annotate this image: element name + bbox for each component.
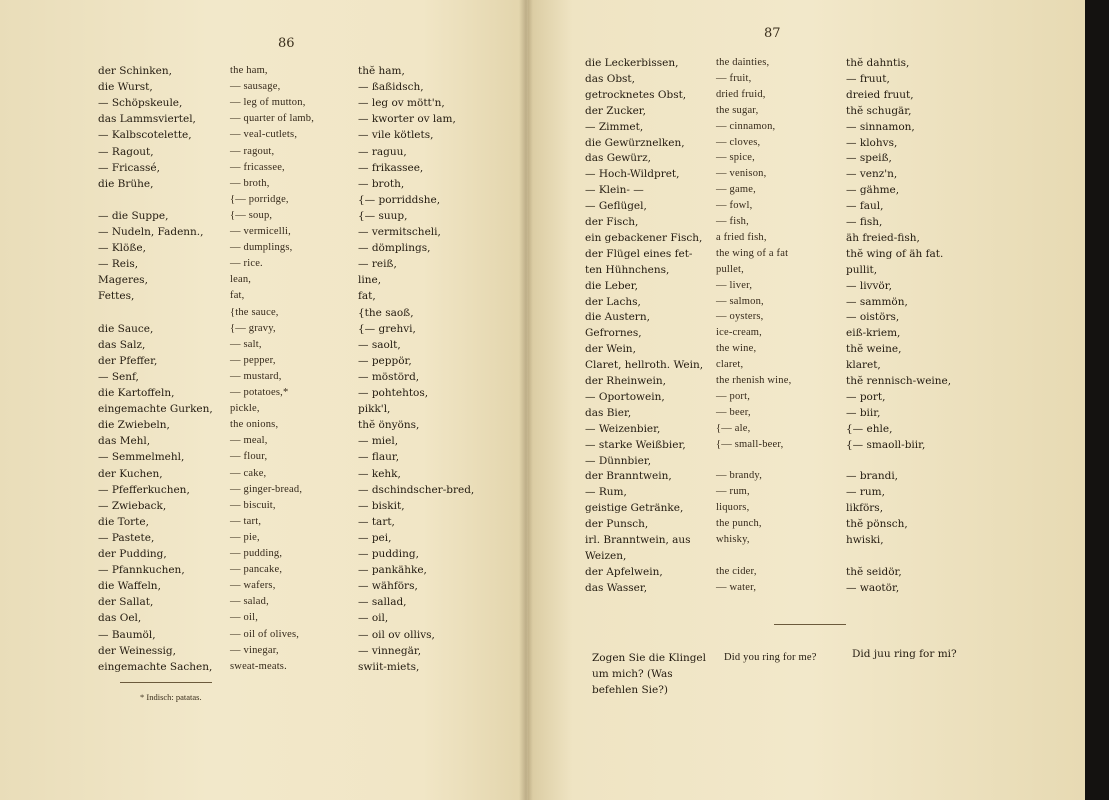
right-page-english-cell: — cloves,: [716, 136, 761, 148]
right-page-pronunciation-cell: {— smaoll-biir,: [846, 438, 926, 451]
right-page-german-cell: der Branntwein,: [585, 470, 672, 483]
right-page-english-cell: — water,: [716, 581, 757, 593]
left-page-german-cell: Fettes,: [98, 290, 135, 303]
left-page-pronunciation-cell: fat,: [358, 290, 376, 303]
left-page-pronunciation-cell: — saolt,: [358, 338, 401, 351]
left-page-german-cell: das Lammsviertel,: [98, 113, 196, 126]
left-page-german-cell: der Schinken,: [98, 65, 172, 77]
left-page-german-cell: die Wurst,: [98, 81, 153, 94]
right-page-german-cell: der Punsch,: [585, 518, 649, 531]
right-page-english-cell: — oysters,: [716, 311, 764, 323]
right-page-german-cell: der Apfelwein,: [585, 565, 663, 578]
right-page-english-cell: liquors,: [716, 502, 750, 514]
right-page-english-cell: — fruit,: [716, 72, 752, 84]
left-page-pronunciation-cell: — peppör,: [358, 354, 412, 367]
left-page-english-cell: — leg of mutton,: [230, 97, 306, 109]
left-page-german-cell: das Oel,: [98, 612, 142, 625]
right-page-pronunciation-cell: — oistörs,: [846, 311, 900, 324]
left-page-pronunciation-cell: pikk'l,: [358, 403, 391, 416]
right-page-german-cell: — Oportowein,: [585, 390, 665, 403]
left-page-pronunciation-cell: {the saoß,: [358, 306, 414, 319]
left-page-german-cell: die Torte,: [98, 515, 149, 528]
left-page-english-cell: — salt,: [230, 338, 262, 350]
left-page-pronunciation-cell: — kworter ov lam,: [358, 113, 456, 126]
left-page-english-cell: — tart,: [230, 515, 262, 527]
left-page-english-cell: — vinegar,: [230, 644, 279, 656]
right-page-pronunciation-cell: — gähme,: [846, 184, 900, 197]
right-page-german-cell: ein gebackener Fisch,: [585, 231, 703, 244]
left-page-pronunciation-cell: — möstörd,: [358, 370, 420, 383]
left-page-german-cell: — die Suppe,: [98, 209, 169, 222]
left-page-pronunciation-cell: — raguu,: [358, 145, 407, 158]
left-page-german-cell: der Pfeffer,: [98, 354, 158, 367]
left-page-english-cell: — ragout,: [230, 145, 275, 157]
left-page-pronunciation-cell: {— porriddshe,: [358, 193, 441, 206]
left-page-pronunciation-cell: — broth,: [358, 177, 405, 190]
left-page-german-cell: — Nudeln, Fadenn.,: [98, 226, 204, 238]
left-page-pronunciation-cell: line,: [358, 274, 382, 287]
right-page-german-cell: getrocknetes Obst,: [585, 88, 687, 101]
left-page-german-cell: — Klöße,: [98, 242, 146, 255]
right-page-german-cell: das Obst,: [585, 72, 635, 85]
left-page-pronunciation-cell: — frikassee,: [358, 161, 424, 174]
right-page-pronunciation-cell: äh freied-fish,: [846, 231, 920, 244]
left-page-pronunciation-cell: — vinnegär,: [358, 644, 422, 657]
right-page-pronunciation-cell: — sinnamon,: [846, 120, 915, 133]
left-page-english-cell: — meal,: [230, 435, 268, 447]
footnote-rule: [120, 682, 212, 683]
right-page-german-cell: das Bier,: [585, 406, 632, 419]
right-page-pronunciation-cell: — speiß,: [846, 152, 892, 165]
right-page-german-cell: — Geflügel,: [585, 200, 647, 213]
left-page-pronunciation-cell: — ßaßidsch,: [358, 81, 424, 94]
dialog-german-3: befehlen Sie?): [592, 684, 668, 696]
right-page-english-cell: — salmon,: [716, 295, 764, 307]
left-page-english-cell: — oil,: [230, 612, 259, 624]
book-gutter: [519, 0, 533, 800]
left-page-english-cell: the onions,: [230, 419, 279, 431]
right-page-german-cell: der Flügel eines fet-: [585, 247, 693, 260]
left-page-english-cell: — potatoes,*: [230, 387, 289, 398]
left-page-pronunciation-cell: — miel,: [358, 435, 399, 448]
left-page: [0, 0, 528, 800]
right-page-german-cell: — Rum,: [585, 486, 627, 499]
right-page-pronunciation-cell: likförs,: [846, 502, 884, 515]
right-page-german-cell: die Austern,: [585, 311, 650, 324]
left-page-pronunciation-cell: — vermitscheli,: [358, 226, 441, 238]
left-page-english-cell: fat,: [230, 290, 245, 302]
right-page-pronunciation-cell: — biir,: [846, 406, 881, 419]
right-page-german-cell: — Weizenbier,: [585, 422, 661, 435]
right-page-pronunciation-cell: thĕ weine,: [846, 343, 902, 356]
left-page-english-cell: — vermicelli,: [230, 226, 291, 237]
right-page: [528, 0, 1085, 800]
right-page-german-cell: irl. Branntwein, aus: [585, 534, 691, 546]
left-page-german-cell: das Mehl,: [98, 435, 151, 448]
left-page-pronunciation-cell: swiit-miets,: [358, 660, 420, 673]
left-page-english-cell: — pepper,: [230, 354, 276, 366]
left-page-pronunciation-cell: — pohtehtos,: [358, 387, 429, 399]
right-page-pronunciation-cell: thĕ rennisch-weine,: [846, 375, 952, 387]
left-page-english-cell: lean,: [230, 274, 252, 286]
right-page-english-cell: — liver,: [716, 279, 753, 291]
page-number-right: 87: [764, 26, 781, 41]
right-page-pronunciation-cell: — fruut,: [846, 72, 890, 85]
left-page-english-cell: — wafers,: [230, 580, 276, 592]
right-page-english-cell: a fried fish,: [716, 231, 767, 243]
right-page-german-cell: — Klein- —: [585, 184, 644, 197]
left-page-german-cell: die Kartoffeln,: [98, 387, 175, 399]
left-page-german-cell: — Ragout,: [98, 145, 154, 158]
left-page-pronunciation-cell: — vile kötlets,: [358, 129, 434, 142]
right-page-english-cell: dried fruid,: [716, 88, 766, 100]
right-page-english-cell: pullet,: [716, 263, 744, 275]
right-page-pronunciation-cell: thĕ seidör,: [846, 565, 902, 578]
left-page-english-cell: — salad,: [230, 596, 269, 608]
right-page-pronunciation-cell: thĕ dahntis,: [846, 57, 910, 69]
left-page-english-cell: {— soup,: [230, 209, 273, 221]
left-page-german-cell: — Kalbscotelette,: [98, 129, 192, 142]
left-page-german-cell: der Weinessig,: [98, 644, 176, 657]
right-page-german-cell: die Leber,: [585, 279, 638, 292]
right-page-english-cell: — cinnamon,: [716, 120, 776, 132]
left-page-german-cell: — Baumöl,: [98, 628, 156, 641]
right-page-german-cell: der Fisch,: [585, 216, 639, 228]
right-page-german-cell: Gefrornes,: [585, 327, 642, 340]
right-page-english-cell: the rhenish wine,: [716, 375, 792, 386]
right-page-english-cell: whisky,: [716, 534, 750, 545]
left-page-english-cell: {the sauce,: [230, 306, 279, 318]
right-page-pronunciation-cell: thĕ wing of äh fat.: [846, 247, 944, 260]
right-page-german-cell: das Gewürz,: [585, 152, 651, 165]
right-page-german-cell: der Wein,: [585, 343, 636, 356]
right-page-english-cell: {— ale,: [716, 422, 751, 434]
dialog-german-1: Zogen Sie die Klingel: [592, 652, 707, 664]
footnote: * Indisch: patatas.: [140, 692, 202, 702]
right-page-english-cell: — fowl,: [716, 200, 753, 212]
left-page-english-cell: — pudding,: [230, 548, 283, 559]
right-page-pronunciation-cell: — klohvs,: [846, 136, 898, 149]
right-page-german-cell: das Wasser,: [585, 581, 648, 594]
left-page-english-cell: — dumplings,: [230, 242, 293, 254]
right-page-german-cell: der Zucker,: [585, 104, 647, 117]
right-page-english-cell: — game,: [716, 184, 756, 196]
left-page-pronunciation-cell: — oil ov ollivs,: [358, 628, 435, 641]
left-page-german-cell: das Salz,: [98, 338, 146, 351]
left-page-english-cell: {— porridge,: [230, 193, 289, 205]
right-page-pronunciation-cell: klaret,: [846, 359, 881, 372]
left-page-german-cell: — Semmelmehl,: [98, 451, 185, 464]
left-page-german-cell: — Zwieback,: [98, 499, 167, 512]
right-page-english-cell: claret,: [716, 359, 744, 371]
right-page-english-cell: the wing of a fat: [716, 247, 789, 259]
right-page-pronunciation-cell: — rum,: [846, 486, 885, 499]
right-page-german-cell: die Gewürznelken,: [585, 136, 685, 149]
right-page-pronunciation-cell: — fish,: [846, 216, 883, 228]
left-page-english-cell: — biscuit,: [230, 499, 276, 511]
left-page-pronunciation-cell: — sallad,: [358, 596, 407, 609]
left-page-german-cell: der Pudding,: [98, 548, 167, 560]
left-page-pronunciation-cell: — pankähke,: [358, 564, 427, 577]
left-page-english-cell: the ham,: [230, 65, 268, 76]
left-page-german-cell: — Senf,: [98, 370, 139, 383]
left-page-pronunciation-cell: — pei,: [358, 531, 392, 544]
left-page-german-cell: der Kuchen,: [98, 467, 163, 480]
left-page-english-cell: — fricassee,: [230, 161, 285, 173]
right-page-english-cell: — port,: [716, 390, 751, 402]
left-page-pronunciation-cell: — kehk,: [358, 467, 401, 480]
right-page-english-cell: — brandy,: [716, 470, 763, 482]
left-page-pronunciation-cell: — biskit,: [358, 499, 405, 512]
right-page-english-cell: ice-cream,: [716, 327, 763, 339]
right-page-english-cell: the punch,: [716, 518, 762, 530]
right-page-english-cell: — fish,: [716, 216, 749, 227]
left-page-german-cell: — Pastete,: [98, 531, 155, 544]
left-page-english-cell: — veal-cutlets,: [230, 129, 298, 141]
left-page-german-cell: — Schöpskeule,: [98, 97, 183, 110]
right-page-pronunciation-cell: {— ehle,: [846, 422, 893, 435]
right-page-pronunciation-cell: — faul,: [846, 200, 884, 213]
right-page-pronunciation-cell: — sammön,: [846, 295, 908, 308]
right-page-english-cell: — venison,: [716, 168, 767, 180]
left-page-german-cell: eingemachte Sachen,: [98, 660, 213, 673]
right-page-german-cell: der Lachs,: [585, 295, 641, 308]
right-page-german-cell: — Zimmet,: [585, 120, 644, 133]
dialog-pronunciation: Did juu ring for mi?: [852, 648, 957, 660]
left-page-pronunciation-cell: thĕ ham,: [358, 65, 405, 77]
right-page-pronunciation-cell: — venz'n,: [846, 168, 898, 181]
right-page-pronunciation-cell: — brandi,: [846, 470, 899, 483]
left-page-english-cell: — pancake,: [230, 564, 283, 576]
left-page-pronunciation-cell: — leg ov mött'n,: [358, 97, 445, 110]
left-page-pronunciation-cell: — pudding,: [358, 548, 419, 560]
right-page-pronunciation-cell: eiß-kriem,: [846, 327, 901, 340]
right-page-pronunciation-cell: — port,: [846, 390, 886, 403]
right-page-german-cell: ten Hühnchens,: [585, 263, 670, 276]
left-page-german-cell: eingemachte Gurken,: [98, 403, 213, 416]
right-page-pronunciation-cell: hwiski,: [846, 534, 884, 546]
left-page-pronunciation-cell: — tart,: [358, 515, 395, 528]
right-page-english-cell: the wine,: [716, 343, 757, 355]
section-rule: [774, 624, 846, 625]
right-page-pronunciation-cell: thĕ schugär,: [846, 104, 912, 117]
right-page-pronunciation-cell: dreied fruut,: [846, 88, 914, 101]
left-page-english-cell: — quarter of lamb,: [230, 113, 315, 125]
right-page-german-cell: Weizen,: [585, 549, 627, 562]
left-page-english-cell: — rice.: [230, 258, 263, 270]
dialog-english: Did you ring for me?: [724, 652, 817, 663]
left-page-pronunciation-cell: — reiß,: [358, 258, 397, 271]
left-page-pronunciation-cell: — wähförs,: [358, 580, 418, 593]
left-page-pronunciation-cell: — dschindscher-bred,: [358, 483, 475, 496]
left-page-german-cell: die Zwiebeln,: [98, 419, 170, 432]
left-page-english-cell: — flour,: [230, 451, 268, 463]
left-page-german-cell: die Sauce,: [98, 322, 154, 335]
right-page-german-cell: geistige Getränke,: [585, 502, 684, 515]
page-number-left: 86: [278, 36, 295, 51]
right-page-german-cell: die Leckerbissen,: [585, 57, 679, 69]
left-page-english-cell: — oil of olives,: [230, 628, 300, 640]
left-page-english-cell: {— gravy,: [230, 322, 276, 334]
left-page-pronunciation-cell: — flaur,: [358, 451, 400, 464]
left-page-english-cell: pickle,: [230, 403, 260, 415]
left-page-english-cell: — pie,: [230, 531, 260, 543]
right-page-english-cell: {— small-beer,: [716, 438, 784, 450]
right-page-german-cell: — Dünnbier,: [585, 454, 652, 467]
left-page-german-cell: — Pfannkuchen,: [98, 564, 185, 577]
left-page-pronunciation-cell: {— suup,: [358, 209, 408, 222]
left-page-pronunciation-cell: — dömplings,: [358, 242, 431, 255]
right-page-german-cell: der Rheinwein,: [585, 375, 666, 387]
right-page-german-cell: — starke Weißbier,: [585, 438, 686, 451]
right-page-english-cell: the sugar,: [716, 104, 759, 116]
left-page-german-cell: — Fricassé,: [98, 161, 160, 174]
left-page-german-cell: die Brühe,: [98, 177, 154, 190]
right-page-pronunciation-cell: — livvör,: [846, 279, 892, 292]
left-page-english-cell: — sausage,: [230, 81, 281, 93]
left-page-pronunciation-cell: thĕ önyöns,: [358, 419, 420, 432]
left-page-pronunciation-cell: — oil,: [358, 612, 389, 625]
right-page-english-cell: — spice,: [716, 152, 755, 164]
left-page-german-cell: der Sallat,: [98, 596, 154, 609]
right-page-german-cell: Claret, hellroth. Wein,: [585, 359, 704, 372]
left-page-english-cell: — mustard,: [230, 370, 282, 382]
right-page-german-cell: — Hoch-Wildpret,: [585, 168, 680, 181]
right-page-pronunciation-cell: — waotör,: [846, 581, 900, 594]
left-page-english-cell: — ginger-bread,: [230, 483, 303, 495]
left-page-english-cell: — broth,: [230, 177, 270, 189]
right-page-english-cell: the dainties,: [716, 57, 770, 68]
left-page-german-cell: — Pfefferkuchen,: [98, 483, 190, 496]
right-page-pronunciation-cell: thĕ pönsch,: [846, 518, 908, 531]
left-page-german-cell: die Waffeln,: [98, 580, 161, 593]
right-page-english-cell: — rum,: [716, 486, 750, 498]
left-page-pronunciation-cell: {— grehvi,: [358, 322, 416, 335]
left-page-german-cell: — Reis,: [98, 258, 139, 271]
right-page-english-cell: — beer,: [716, 406, 751, 418]
right-page-english-cell: the cider,: [716, 565, 757, 577]
left-page-english-cell: sweat-meats.: [230, 660, 287, 672]
dialog-german-2: um mich? (Was: [592, 668, 673, 680]
left-page-english-cell: — cake,: [230, 467, 267, 479]
right-page-pronunciation-cell: pullit,: [846, 263, 878, 276]
left-page-german-cell: Mageres,: [98, 274, 148, 287]
